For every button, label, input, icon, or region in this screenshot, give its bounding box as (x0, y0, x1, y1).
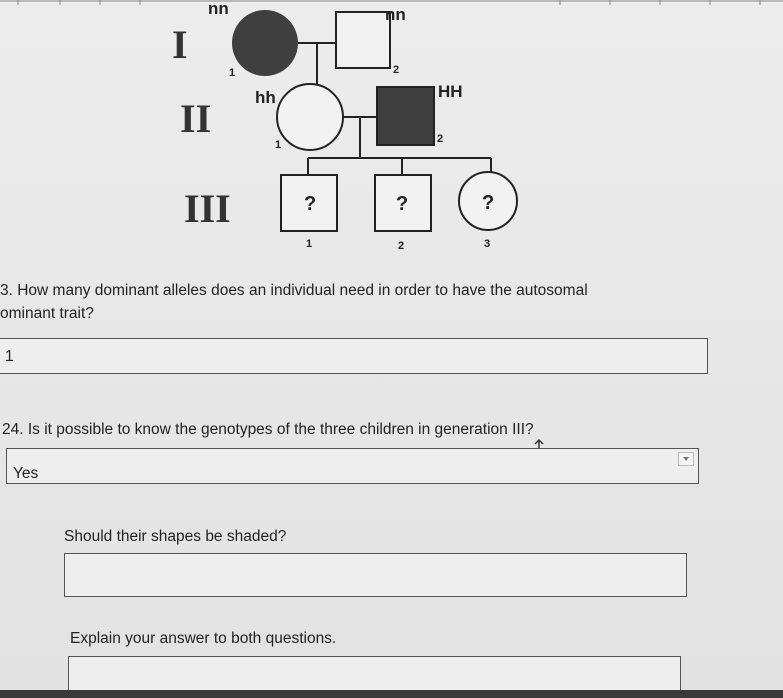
dropdown-arrow-icon[interactable] (678, 452, 694, 466)
question-24-text: 24. Is it possible to know the genotypes of the three children in generation III? (2, 421, 534, 438)
gen2-female-number: 1 (275, 139, 282, 151)
answer-field-explain[interactable] (68, 656, 681, 692)
answer-field-24-value: Yes (13, 465, 39, 482)
gen3-child3-mark: ? (482, 192, 495, 214)
gen1-male-number: 2 (393, 64, 400, 76)
gen3-child2-mark: ? (396, 193, 409, 215)
gen1-female-genotype: nn (208, 0, 229, 18)
answer-field-23-value: 1 (5, 348, 14, 365)
answer-field-24-select[interactable] (6, 448, 699, 484)
gen2-male-number: 2 (437, 133, 444, 145)
gen3-child1-number: 1 (306, 238, 313, 250)
bottom-edge (0, 690, 783, 698)
generation-label-II: II (180, 96, 212, 141)
question-23-line1: 3. How many dominant alleles does an individual need in order to have the autosomal (0, 282, 588, 299)
answer-field-23[interactable] (0, 338, 708, 374)
gen2-male-affected (377, 87, 434, 145)
question-shaded-text: Should their shapes be shaded? (64, 528, 287, 545)
gen2-female-genotype: hh (255, 88, 276, 107)
answer-field-shaded[interactable] (64, 553, 687, 597)
gen1-female-affected (232, 10, 298, 76)
pedigree-chart (0, 0, 783, 275)
gen3-child1-mark: ? (304, 193, 317, 215)
gen1-male-genotype: nn (385, 5, 406, 24)
question-23-line2: ominant trait? (0, 305, 94, 322)
generation-label-I: I (172, 22, 188, 67)
gen2-female-unaffected (277, 84, 343, 150)
generation-label-III: III (184, 186, 231, 231)
gen3-child2-number: 2 (398, 240, 405, 252)
gen1-male-unaffected (336, 12, 390, 68)
gen3-child3-number: 3 (484, 238, 491, 250)
gen2-male-genotype: HH (438, 82, 463, 101)
gen1-female-number: 1 (229, 67, 236, 79)
question-explain-text: Explain your answer to both questions. (70, 630, 337, 647)
